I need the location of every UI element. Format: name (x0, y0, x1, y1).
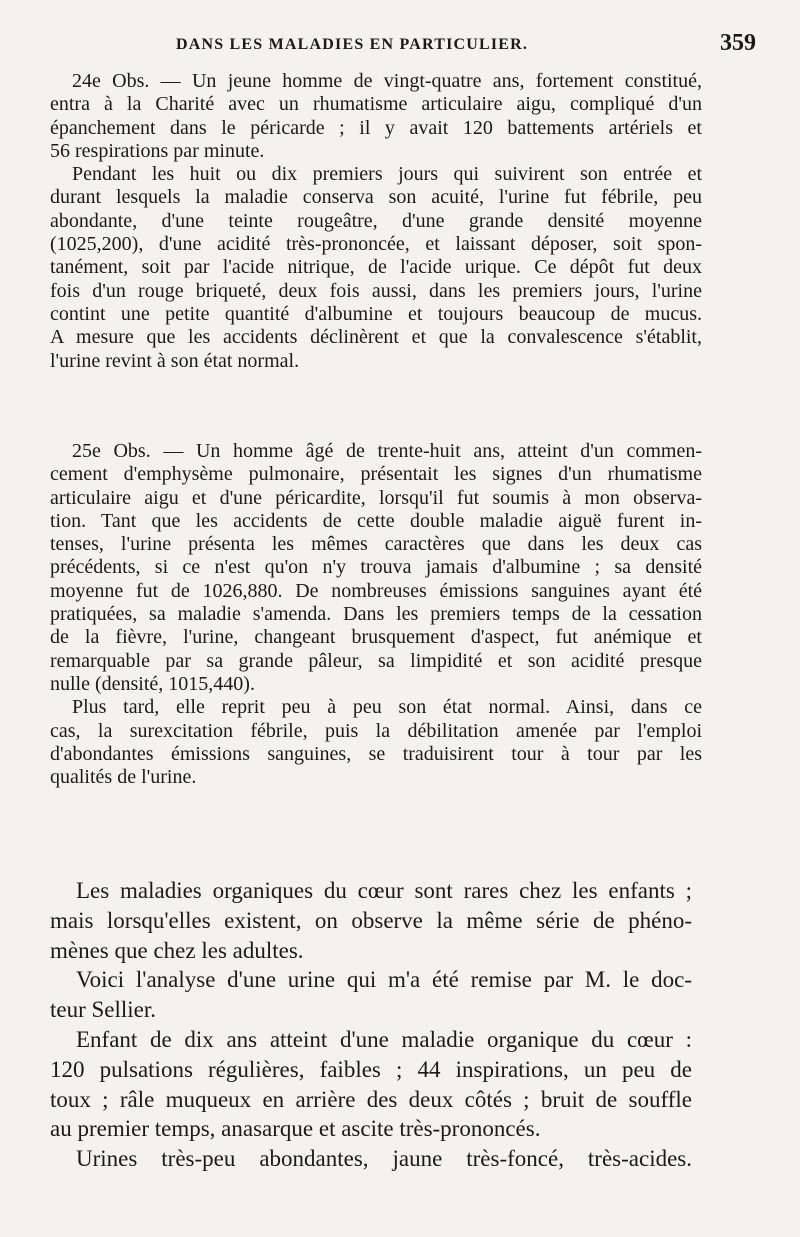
text-line: toux ; râle muqueux en arrière des deux côtés ; bruit de souffle (50, 1086, 692, 1112)
text-line: Pendant les huit ou dix premiers jours qui suivirent son entrée et (72, 163, 702, 186)
text-line: durant lesquels la maladie conserva son acuité, l'urine fut fébrile, peu (50, 186, 702, 209)
text-line: nulle (densité, 1015,440). (50, 672, 255, 695)
text-line: mais lorsqu'elles existent, on observe la même série de phéno- (50, 907, 692, 933)
text-line: l'urine revint à son état normal. (50, 349, 300, 372)
text-line: moyenne fut de 1026,880. De nombreuses émissions sanguines ayant été (50, 579, 702, 602)
text-line: articulaire aigu et d'une péricardite, lorsqu'il fut soumis à mon observa- (50, 486, 702, 509)
observation-25 (50, 440, 702, 789)
text-line: tion. Tant que les accidents de cette double maladie aiguë furent in- (50, 509, 702, 532)
text-line: qualités de l'urine. (50, 766, 197, 789)
text-line: d'abondantes émissions sanguines, se traduisirent tour à tour par les (50, 742, 702, 765)
observation-24 (50, 70, 702, 373)
text-line: contint une petite quantité d'albumine et toujours beaucoup de mucus. (50, 302, 702, 325)
text-line: pratiquées, sa maladie s'amenda. Dans les premiers temps de la cessation (50, 603, 702, 626)
text-line: 24e Obs. — Un jeune homme de vingt-quatre ans, fortement constitué, (72, 70, 702, 92)
text-line: précédents, si ce n'est qu'on n'y trouva jamais d'albumine ; sa densité (50, 556, 702, 579)
text-line: abondante, d'une teinte rougeâtre, d'une grande densité moyenne (50, 209, 702, 232)
page-number: 359 (720, 30, 756, 56)
page-header (48, 30, 770, 66)
children-section (50, 876, 692, 1174)
text-line: de la fièvre, l'urine, changeant brusquement d'aspect, fut anémique et (50, 626, 702, 649)
text-line: 120 pulsations régulières, faibles ; 44 inspirations, un peu de (50, 1056, 692, 1082)
text-line: Les maladies organiques du cœur sont rares chez les enfants ; (76, 878, 692, 903)
text-line: Plus tard, elle reprit peu à peu son état normal. Ainsi, dans ce (72, 696, 702, 719)
text-line: fois d'un rouge briqueté, deux fois aussi, dans les premiers jours, l'urine (50, 279, 702, 302)
text-line: cas, la surexcitation fébrile, puis la débilitation amenée par l'emploi (50, 719, 702, 742)
text-line: 25e Obs. — Un homme âgé de trente-huit ans, atteint d'un commen- (72, 440, 702, 462)
text-line: Urines très-peu abondantes, jaune très-foncé, très-acides. (76, 1146, 692, 1172)
text-line: 56 respirations par minute. (50, 139, 265, 162)
running-head: DANS LES MALADIES EN PARTICULIER. (176, 36, 529, 53)
text-line: cement d'emphysème pulmonaire, présentait les signes d'un rhumatisme (50, 463, 702, 486)
text-line: Voici l'analyse d'une urine qui m'a été remise par M. le doc- (76, 967, 692, 993)
text-line: entra à la Charité avec un rhumatisme articulaire aigu, compliqué d'un (50, 93, 702, 116)
text-line: au premier temps, anasarque et ascite très-prononcés. (50, 1116, 541, 1142)
text-line: tenses, l'urine présenta les mêmes caractères que dans les deux cas (50, 533, 702, 556)
text-line: épanchement dans le péricarde ; il y avait 120 battements artériels et (50, 116, 702, 139)
text-line: Enfant de dix ans atteint d'une maladie organique du cœur : (76, 1026, 692, 1052)
text-line: tanément, soit par l'acide nitrique, de l'acide urique. Ce dépôt fut deux (50, 256, 702, 279)
text-line: mènes que chez les adultes. (50, 937, 304, 963)
text-line: A mesure que les accidents déclinèrent et que la convalescence s'établit, (50, 326, 702, 349)
text-line: teur Sellier. (50, 997, 157, 1023)
text-line: (1025,200), d'une acidité très-prononcée, et laissant déposer, soit spon- (50, 233, 702, 256)
text-line: remarquable par sa grande pâleur, sa limpidité et son acidité presque (50, 649, 702, 672)
